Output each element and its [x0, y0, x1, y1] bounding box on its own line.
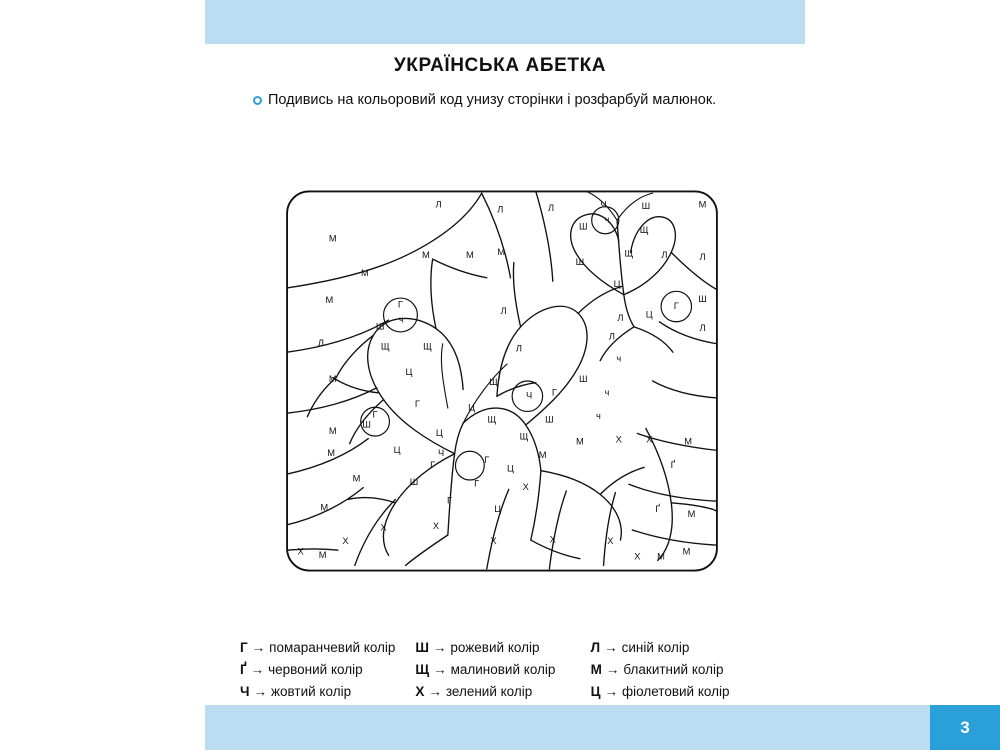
legend-letter: М [590, 661, 602, 677]
legend-item [415, 636, 584, 658]
puzzle-cell-letter: Ш [575, 256, 585, 267]
puzzle-cell-letter: Х [522, 482, 529, 493]
legend-arrow-icon: → [253, 683, 267, 699]
legend-arrow-icon: → [605, 661, 620, 677]
puzzle-cell-letter: Х [615, 434, 622, 445]
puzzle-cell-letter: Щ [639, 224, 649, 235]
puzzle-cell-letter: М [352, 473, 361, 484]
puzzle-cell-letter: Ц [405, 366, 413, 377]
puzzle-cell-letter: Ґ [670, 460, 676, 471]
puzzle-cell-letter: Л [699, 322, 706, 333]
legend-color-name: рожевий колір [450, 639, 540, 655]
puzzle-cell-letter: Ш [375, 321, 385, 332]
puzzle-cell-letter: Л [699, 251, 706, 262]
puzzle-cell-letter: Г [414, 399, 420, 410]
legend-color-name: зелений колір [445, 683, 533, 699]
puzzle-cell-letter: Щ [423, 341, 432, 352]
puzzle-cell-letter: М [698, 199, 707, 210]
puzzle-cell-letter: Ч [600, 199, 607, 210]
puzzle-cell-letter: Ц [494, 504, 502, 515]
legend-color-name: фіолетовий колір [622, 683, 730, 699]
puzzle-cell-letter: М [327, 448, 335, 459]
puzzle-cell-letter: Щ [489, 377, 498, 388]
puzzle-cell-letter: Г [484, 454, 490, 465]
puzzle-cell-letter: Л [497, 204, 504, 215]
puzzle-cell-letter: М [682, 546, 691, 557]
puzzle-cell-letter: М [320, 502, 329, 513]
puzzle-cell-letter: Х [607, 536, 614, 547]
puzzle-cell-letter: Г [447, 495, 453, 506]
puzzle-cell-letter: Л [500, 306, 507, 317]
puzzle-cell-letter: Г [397, 299, 403, 310]
puzzle-cell-letter: ч [596, 410, 601, 421]
puzzle-cell-letter: Ц [645, 309, 653, 320]
legend-color-name: жовтий колір [271, 683, 352, 699]
puzzle-cell-letter: М [684, 436, 693, 447]
legend-arrow-icon: → [604, 639, 618, 655]
puzzle-cell-letter: М [361, 267, 369, 278]
legend-item [240, 680, 409, 702]
puzzle-cell-letter: Х [634, 551, 641, 562]
puzzle-cell-letter: М [325, 295, 334, 306]
puzzle-cell-letter: ч [604, 387, 610, 398]
puzzle-cell-letter: Ц [613, 278, 621, 289]
legend-item [415, 658, 584, 680]
legend-item [240, 658, 409, 680]
page-number-box [930, 705, 1000, 750]
puzzle-cell-letter: ч [616, 353, 622, 364]
legend-arrow-icon: → [251, 639, 266, 655]
puzzle-cell-letter: Ч [437, 448, 445, 459]
puzzle-cell-letter: Ц [468, 402, 475, 413]
left-margin [0, 0, 205, 750]
puzzle-cell-letter: Щ [519, 431, 529, 442]
bullet-icon [253, 96, 262, 105]
puzzle-cell-letter: Г [551, 387, 557, 398]
legend-arrow-icon: → [433, 661, 447, 677]
color-code-legend [240, 636, 760, 702]
legend-item [591, 658, 760, 680]
puzzle-cell-letter: Х [490, 536, 497, 547]
puzzle-cell-letter: М [421, 250, 430, 261]
puzzle-cell-letter: Ґ [655, 504, 660, 515]
puzzle-cell-letter: Щ [380, 341, 390, 352]
legend-letter: Щ [415, 661, 430, 677]
legend-arrow-icon: → [428, 683, 442, 699]
puzzle-cell-letter: ч [398, 314, 404, 325]
legend-item [591, 636, 760, 658]
puzzle-cell-letter: Ч [525, 390, 533, 401]
puzzle-cell-letter: Х [380, 522, 387, 533]
puzzle-cell-letter: Ш [409, 476, 419, 487]
puzzle-cell-letter: Х [432, 520, 440, 531]
legend-color-name: червоний колір [268, 661, 363, 677]
puzzle-cell-letter: Л [608, 331, 616, 342]
puzzle-cell-letter: Х [646, 434, 653, 445]
legend-color-name: малиновий колір [450, 661, 556, 677]
legend-letter: Ґ [240, 661, 247, 677]
puzzle-cell-letter: Г [430, 460, 436, 471]
puzzle-cell-letter: Л [617, 312, 624, 323]
puzzle-cell-letter: Л [435, 199, 442, 210]
legend-color-name: блакитний колір [623, 661, 724, 677]
legend-color-name: синій колір [621, 639, 690, 655]
legend-letter: Г [240, 639, 248, 655]
puzzle-cell-letter: Ц [507, 463, 514, 474]
top-band-notch [805, 0, 1000, 44]
puzzle-cell-letter: Ц [393, 444, 401, 455]
puzzle-cell-letter: Л [548, 202, 555, 213]
puzzle-cell-letter: Щ [487, 414, 497, 425]
legend-item [415, 680, 584, 702]
puzzle-cell-letter: Ц [435, 427, 443, 438]
page-title: УКРАЇНСЬКА АБЕТКА [393, 55, 607, 76]
puzzle-cell-letter: ч [604, 214, 610, 225]
puzzle-cell-letter: М [687, 509, 696, 520]
puzzle-cell-letter: Г [673, 300, 679, 311]
puzzle-cell-letter: Х [342, 536, 349, 547]
legend-color-name: помаранчевий колір [269, 639, 396, 655]
puzzle-cell-letter: Ш [362, 419, 371, 430]
puzzle-cell-letter: М [657, 551, 665, 562]
puzzle-cell-letter: М [538, 449, 547, 460]
legend-item [240, 636, 409, 658]
puzzle-cell-letter: М [328, 426, 337, 437]
puzzle-cell-letter: Г [372, 409, 378, 420]
legend-letter: Л [590, 639, 601, 655]
legend-letter: Х [415, 683, 425, 699]
puzzle-cell-letter: Х [549, 534, 556, 545]
legend-arrow-icon: → [432, 639, 447, 655]
puzzle-cell-letter: Л [317, 338, 324, 349]
puzzle-cell-letter: М [328, 373, 337, 384]
puzzle-cell-letter: М [497, 246, 506, 257]
puzzle-cell-letter: Ш [578, 373, 588, 384]
puzzle-cell-letter: Л [661, 250, 668, 261]
coloring-puzzle [282, 138, 722, 624]
legend-arrow-icon: → [604, 683, 619, 699]
puzzle-cell-letter: Ш [641, 201, 651, 212]
puzzle-cell-letter: Л [515, 343, 522, 354]
puzzle-cell-letter: Г [474, 478, 480, 489]
puzzle-cell-letter: Х [297, 546, 304, 557]
puzzle-cell-letter: Ш [545, 414, 554, 425]
legend-letter: Ш [415, 639, 429, 655]
legend-item [591, 680, 760, 702]
puzzle-cell-letter: М [575, 436, 584, 447]
puzzle-cell-letter: Ш [578, 221, 588, 232]
puzzle-cell-letter: М [465, 250, 474, 261]
puzzle-cell-letter: М [318, 549, 327, 560]
instruction-text: Подивись на кольоровий код унизу сторінки і розфарбуй малюнок. [268, 92, 717, 108]
legend-letter: Ч [240, 683, 250, 699]
bottom-decoration-band [205, 705, 1000, 750]
puzzle-cell-letter: Щ [624, 248, 634, 259]
legend-letter: Ц [590, 683, 601, 699]
puzzle-illustration [282, 138, 722, 624]
puzzle-cell-letter: Ш [698, 294, 707, 305]
legend-arrow-icon: → [250, 661, 265, 677]
puzzle-cell-letter: М [328, 233, 337, 244]
page-number: 3 [960, 717, 970, 737]
